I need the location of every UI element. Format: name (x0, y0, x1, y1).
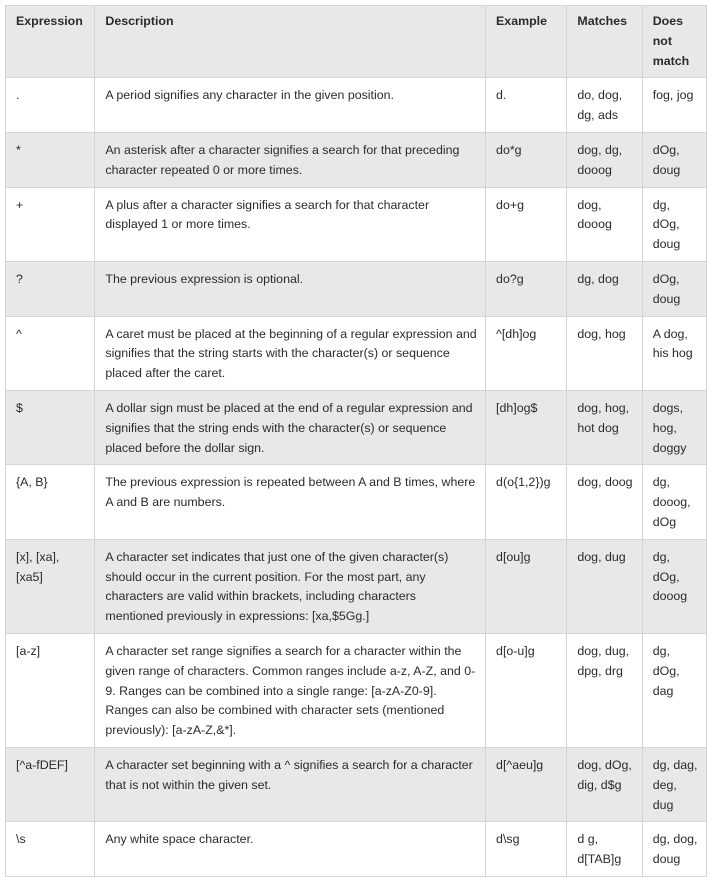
table-row (6, 187, 707, 261)
cell-matches: dog, hog, hot dog (567, 390, 642, 464)
cell-example: d(o{1,2})g (486, 465, 567, 539)
cell-description: A dollar sign must be placed at the end of a regular expression and signifies that the string ends with the character(s) or sequence placed before the dollar sign. (95, 390, 486, 464)
table-row (6, 390, 707, 464)
cell-example: d\sg (486, 822, 567, 877)
table-row (6, 132, 707, 187)
table-row (6, 78, 707, 133)
cell-expression: . (6, 78, 95, 133)
cell-example: [dh]og$ (486, 390, 567, 464)
cell-expression: ? (6, 261, 95, 316)
cell-expression: * (6, 132, 95, 187)
table-row (6, 316, 707, 390)
cell-expression: ^ (6, 316, 95, 390)
cell-does-not-match: dOg, doug (642, 132, 706, 187)
cell-does-not-match: A dog, his hog (642, 316, 706, 390)
cell-expression: + (6, 187, 95, 261)
cell-description: A period signifies any character in the given position. (95, 78, 486, 133)
cell-does-not-match: dg, dag, deg, dug (642, 747, 706, 821)
table-row (6, 465, 707, 539)
cell-does-not-match: dg, dooog, dOg (642, 465, 706, 539)
cell-example: d[^aeu]g (486, 747, 567, 821)
header-does-not-match: Does not match (642, 6, 706, 78)
cell-example: do*g (486, 132, 567, 187)
cell-description: An asterisk after a character signifies a search for that preceding character repeated 0 or more times. (95, 132, 486, 187)
cell-example: d[o-u]g (486, 633, 567, 747)
cell-description: A character set beginning with a ^ signifies a search for a character that is not within the given set. (95, 747, 486, 821)
regex-reference-table (5, 5, 707, 877)
cell-matches: dg, dog (567, 261, 642, 316)
cell-expression: \s (6, 822, 95, 877)
table-row (6, 633, 707, 747)
cell-matches: d g, d[TAB]g (567, 822, 642, 877)
header-example: Example (486, 6, 567, 78)
table-row (6, 539, 707, 633)
cell-expression: $ (6, 390, 95, 464)
cell-description: The previous expression is repeated between A and B times, where A and B are numbers. (95, 465, 486, 539)
cell-example: d[ou]g (486, 539, 567, 633)
cell-matches: dog, dug (567, 539, 642, 633)
cell-matches: do, dog, dg, ads (567, 78, 642, 133)
table-row (6, 747, 707, 821)
cell-does-not-match: dogs, hog, doggy (642, 390, 706, 464)
cell-matches: dog, dOg, dig, d$g (567, 747, 642, 821)
header-matches: Matches (567, 6, 642, 78)
cell-does-not-match: dg, dog, doug (642, 822, 706, 877)
cell-description: Any white space character. (95, 822, 486, 877)
table-row (6, 822, 707, 877)
cell-matches: dog, hog (567, 316, 642, 390)
cell-does-not-match: dOg, doug (642, 261, 706, 316)
cell-description: A plus after a character signifies a search for that character displayed 1 or more times. (95, 187, 486, 261)
cell-expression: [x], [xa], [xa5] (6, 539, 95, 633)
header-expression: Expression (6, 6, 95, 78)
cell-matches: dog, doog (567, 465, 642, 539)
cell-matches: dog, dug, dpg, drg (567, 633, 642, 747)
cell-does-not-match: dg, dOg, dag (642, 633, 706, 747)
cell-description: A character set range signifies a search for a character within the given range of characters. Common ranges include a-z, A-Z, and 0-9. Ranges can be combined into a single range: [a-zA-Z0-9]. Ranges can also be combined with character sets (mentioned previously): [a-zA-Z,&*]. (95, 633, 486, 747)
cell-example: do+g (486, 187, 567, 261)
cell-description: A character set indicates that just one of the given character(s) should occur in the current position. For the most part, any characters are valid within brackets, including characters mentioned previously in expressions: [xa,$5Gg.] (95, 539, 486, 633)
header-description: Description (95, 6, 486, 78)
cell-does-not-match: dg, dOg, doug (642, 187, 706, 261)
table-header-row (6, 6, 707, 78)
cell-example: d. (486, 78, 567, 133)
cell-does-not-match: fog, jog (642, 78, 706, 133)
cell-example: ^[dh]og (486, 316, 567, 390)
cell-matches: dog, dg, dooog (567, 132, 642, 187)
cell-example: do?g (486, 261, 567, 316)
cell-description: The previous expression is optional. (95, 261, 486, 316)
cell-expression: {A, B} (6, 465, 95, 539)
cell-expression: [a-z] (6, 633, 95, 747)
table-row (6, 261, 707, 316)
cell-expression: [^a-fDEF] (6, 747, 95, 821)
cell-does-not-match: dg, dOg, dooog (642, 539, 706, 633)
cell-matches: dog, dooog (567, 187, 642, 261)
cell-description: A caret must be placed at the beginning of a regular expression and signifies that the string starts with the character(s) or sequence placed after the caret. (95, 316, 486, 390)
